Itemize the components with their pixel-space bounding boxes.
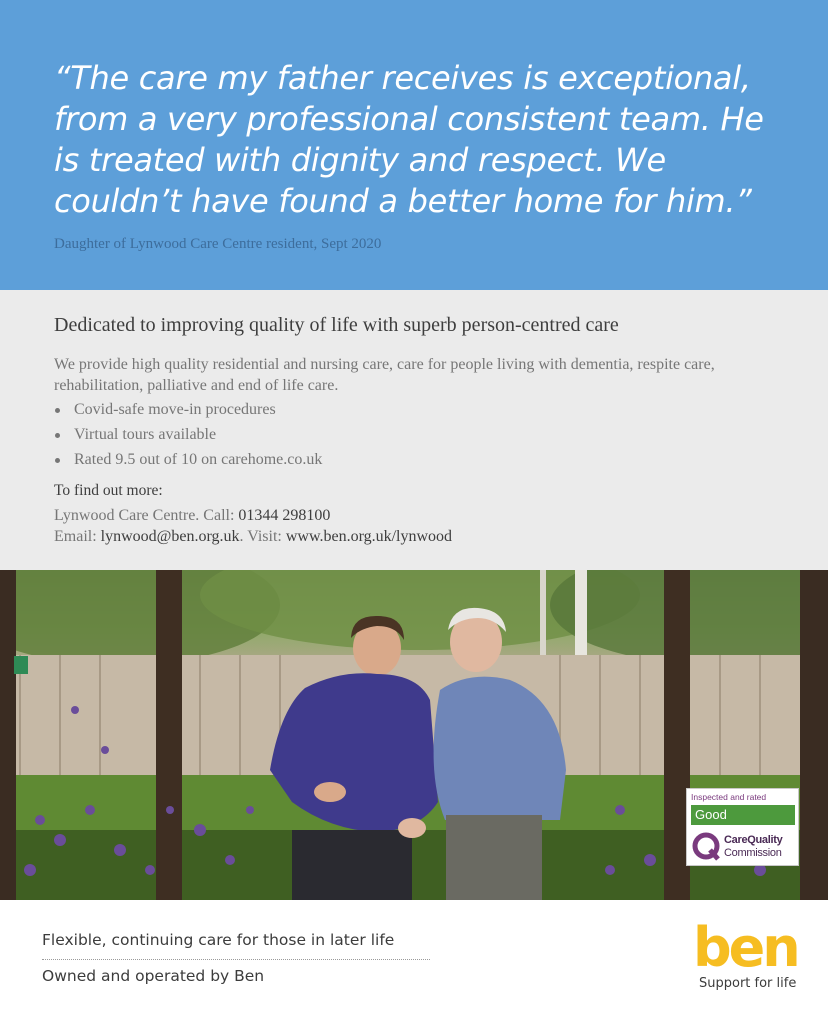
testimonial-attribution: Daughter of Lynwood Care Centre resident, Sept 2020 (54, 236, 382, 252)
phone-number[interactable]: 01344 298100 (238, 507, 331, 524)
centre-name-label: Lynwood Care Centre. Call: (54, 507, 239, 524)
info-band (0, 290, 828, 570)
contact-web-line (54, 528, 452, 546)
bullet-icon (55, 433, 60, 438)
email-label: Email: (54, 528, 101, 545)
cqc-name-line1: CareQuality (724, 834, 783, 846)
visit-label: . Visit: (239, 528, 286, 545)
list-item-text: Rated 9.5 out of 10 on carehome.co.uk (74, 451, 323, 468)
list-item (54, 399, 322, 424)
owned-by-line: Owned and operated by Ben (42, 967, 265, 985)
find-out-more-heading: To find out more: (54, 482, 163, 499)
services-description: We provide high quality residential and nursing care, care for people living with dementia, respite care, rehabilitation, palliative and end of life care. (54, 356, 715, 394)
testimonial-quote: “The care my father receives is exceptional, from a very professional consistent team. He is treated with dignity and respect. We couldn’t have found a better home for him.” (54, 59, 764, 220)
cqc-name-line2: Commission (724, 847, 782, 859)
footer (0, 900, 828, 1024)
bullet-icon (55, 408, 60, 413)
ben-logo (693, 920, 803, 972)
ben-logo-text: ben (693, 920, 798, 972)
info-heading: Dedicated to improving quality of life with superb person-centred care (54, 314, 619, 336)
feature-list (54, 399, 322, 474)
ben-logo-subtitle: Support for life (699, 976, 797, 991)
website-link[interactable]: www.ben.org.uk/lynwood (285, 528, 453, 545)
cqc-inspected-label: Inspected and rated (691, 792, 767, 802)
testimonial-band (0, 0, 828, 290)
bullet-icon (55, 458, 60, 463)
list-item-text: Covid-safe move-in procedures (74, 401, 276, 418)
contact-phone-line (54, 507, 330, 525)
email-link[interactable]: lynwood@ben.org.uk (100, 528, 240, 545)
cqc-q-logo-icon (691, 831, 721, 861)
list-item-text: Virtual tours available (74, 426, 217, 443)
list-item (54, 424, 322, 449)
list-item (54, 449, 322, 474)
footer-tagline: Flexible, continuing care for those in later life (42, 931, 395, 949)
footer-divider (42, 959, 430, 960)
cqc-rating-value: Good (691, 805, 795, 825)
cqc-rating-badge (686, 788, 799, 866)
